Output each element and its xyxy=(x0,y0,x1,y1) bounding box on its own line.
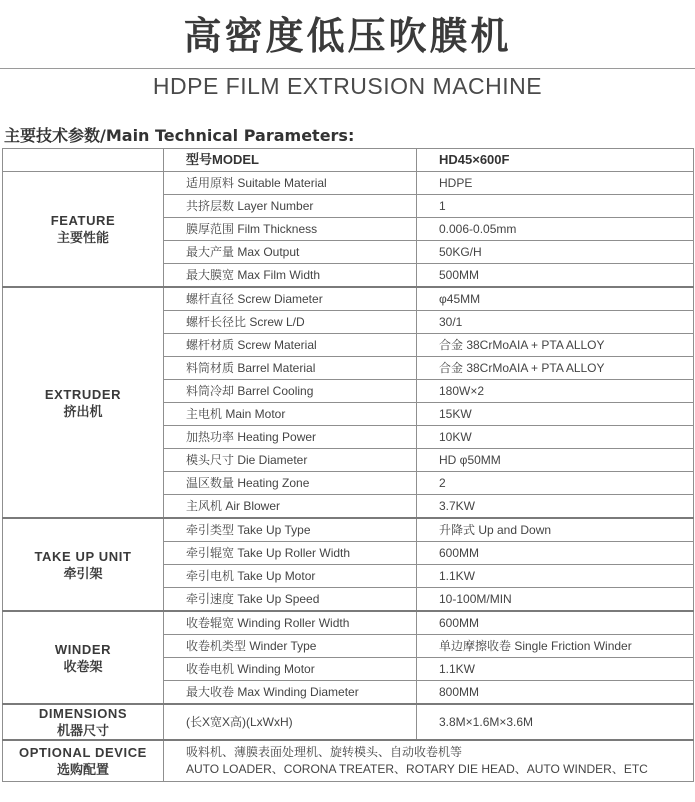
parameter-value: HDPE xyxy=(417,172,694,195)
table-row xyxy=(3,611,694,635)
group-name-english: DIMENSIONS xyxy=(38,706,128,721)
parameter-value: 30/1 xyxy=(417,311,694,334)
title-divider xyxy=(0,68,695,69)
parameters-table-body xyxy=(3,149,694,782)
parameter-label: 适用原料 Suitable Material xyxy=(164,172,417,195)
group-label-cell xyxy=(3,172,164,288)
parameter-label: 最大产量 Max Output xyxy=(164,241,417,264)
optional-device-label-cell xyxy=(3,740,164,782)
parameter-value: φ45MM xyxy=(417,287,694,311)
parameter-value: 1 xyxy=(417,195,694,218)
table-row xyxy=(3,704,694,740)
parameter-label: 收卷机类型 Winder Type xyxy=(164,635,417,658)
optional-device-list xyxy=(164,740,694,782)
parameter-label: (长X宽X高)(LxWxH) xyxy=(164,704,417,740)
parameter-label: 最大收卷 Max Winding Diameter xyxy=(164,681,417,705)
parameter-label: 螺杆材质 Screw Material xyxy=(164,334,417,357)
parameter-label: 主电机 Main Motor xyxy=(164,403,417,426)
parameter-value: 2 xyxy=(417,472,694,495)
optional-device-english: OPTIONAL DEVICE xyxy=(19,745,147,760)
parameter-value: 1.1KW xyxy=(417,658,694,681)
group-label-cell xyxy=(3,518,164,611)
parameter-label: 加热功率 Heating Power xyxy=(164,426,417,449)
optional-device-row xyxy=(3,740,694,782)
parameter-label: 料筒冷却 Barrel Cooling xyxy=(164,380,417,403)
parameter-label: 牵引电机 Take Up Motor xyxy=(164,565,417,588)
parameter-value: HD φ50MM xyxy=(417,449,694,472)
parameter-label: 螺杆长径比 Screw L/D xyxy=(164,311,417,334)
parameter-value: 3.8M×1.6M×3.6M xyxy=(417,704,694,740)
parameter-value: 10KW xyxy=(417,426,694,449)
parameter-value: 0.006-0.05mm xyxy=(417,218,694,241)
parameter-label: 牵引辊宽 Take Up Roller Width xyxy=(164,542,417,565)
parameter-label: 模头尺寸 Die Diameter xyxy=(164,449,417,472)
group-name-chinese: 机器尺寸 xyxy=(56,723,109,738)
group-name-english: TAKE UP UNIT xyxy=(34,548,132,564)
group-label-cell xyxy=(3,611,164,704)
parameter-label: 主风机 Air Blower xyxy=(164,495,417,519)
parameter-value: 800MM xyxy=(417,681,694,705)
optional-device-list-english: AUTO LOADER、CORONA TREATER、ROTARY DIE HEAD、AUTO WINDER、ETC xyxy=(186,762,648,776)
model-label: 型号MODEL xyxy=(164,149,417,172)
group-name-chinese: 收卷架 xyxy=(63,658,103,674)
table-row xyxy=(3,172,694,195)
parameter-value: 3.7KW xyxy=(417,495,694,519)
parameter-value: 1.1KW xyxy=(417,565,694,588)
parameter-label: 收卷电机 Winding Motor xyxy=(164,658,417,681)
header-blank-cell xyxy=(3,149,164,172)
parameter-value: 单边摩擦收卷 Single Friction Winder xyxy=(417,635,694,658)
table-header-row xyxy=(3,149,694,172)
parameter-label: 牵引类型 Take Up Type xyxy=(164,518,417,542)
parameter-value: 合金 38CrMoAIA + PTA ALLOY xyxy=(417,334,694,357)
group-name-english: WINDER xyxy=(54,641,112,657)
model-value: HD45×600F xyxy=(417,149,694,172)
optional-device-list-chinese: 吸料机、薄膜表面处理机、旋转模头、自动收卷机等 xyxy=(186,745,463,759)
parameter-label: 温区数量 Heating Zone xyxy=(164,472,417,495)
parameter-value: 10-100M/MIN xyxy=(417,588,694,612)
section-heading: 主要技术参数/Main Technical Parameters: xyxy=(4,126,355,145)
table-row xyxy=(3,287,694,311)
parameter-label: 牵引速度 Take Up Speed xyxy=(164,588,417,612)
page-title-english: HDPE FILM EXTRUSION MACHINE xyxy=(152,73,543,99)
group-label-cell xyxy=(3,704,164,740)
parameter-value: 50KG/H xyxy=(417,241,694,264)
parameter-label: 料筒材质 Barrel Material xyxy=(164,357,417,380)
parameter-label: 收卷辊宽 Winding Roller Width xyxy=(164,611,417,635)
group-name-chinese: 主要性能 xyxy=(56,230,109,245)
parameter-label: 膜厚范围 Film Thickness xyxy=(164,218,417,241)
parameter-value: 15KW xyxy=(417,403,694,426)
page-title-chinese: 高密度低压吹膜机 xyxy=(183,14,512,58)
parameter-value: 180W×2 xyxy=(417,380,694,403)
group-name-chinese: 挤出机 xyxy=(63,403,103,419)
parameter-value: 500MM xyxy=(417,264,694,288)
parameter-value: 合金 38CrMoAIA + PTA ALLOY xyxy=(417,357,694,380)
parameter-value: 600MM xyxy=(417,611,694,635)
parameter-value: 600MM xyxy=(417,542,694,565)
table-row xyxy=(3,518,694,542)
group-label-cell xyxy=(3,287,164,518)
parameters-table xyxy=(2,148,694,782)
parameter-label: 螺杆直径 Screw Diameter xyxy=(164,287,417,311)
parameter-label: 最大膜宽 Max Film Width xyxy=(164,264,417,288)
group-name-english: EXTRUDER xyxy=(44,386,122,402)
group-name-english: FEATURE xyxy=(50,213,116,228)
parameter-label: 共挤层数 Layer Number xyxy=(164,195,417,218)
optional-device-chinese: 选购配置 xyxy=(56,762,109,777)
group-name-chinese: 牵引架 xyxy=(63,565,103,581)
parameter-value: 升降式 Up and Down xyxy=(417,518,694,542)
